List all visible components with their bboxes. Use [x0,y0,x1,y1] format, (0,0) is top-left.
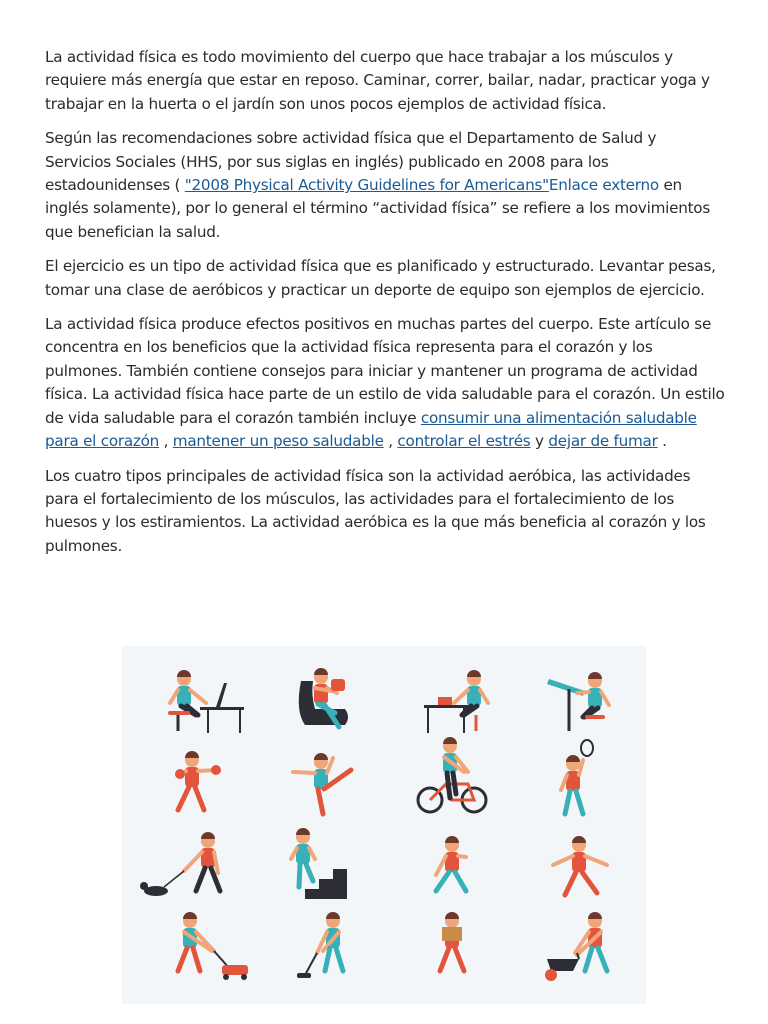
yoga-pose-icon [293,753,351,814]
paragraph-recommendations [45,127,725,244]
quit-smoking-link[interactable]: dejar de fumar [548,432,658,451]
paragraph-benefits-text: La actividad física produce efectos positivos en muchas partes del cuerpo. Este artículo se concentra en los beneficios que la actividad física representa para el corazón y los pulmones. También contiene consejos para iniciar y mantener un programa de actividad física. La actividad física hace parte de un estilo de vida saludable para el corazón. Un estilo de vida saludable para el corazón también incluye [45,315,725,427]
vacuuming-icon [297,912,343,978]
paragraph-end: . [657,432,667,451]
runner-icon [436,836,466,891]
person-at-computer-icon [168,670,244,733]
paragraph-recommendations-text-end: en inglés solamente), por lo general el término “actividad física” se refiere a los movimientos que benefician la salud. [45,176,711,241]
wheelbarrow-icon [545,912,607,981]
separator-2: , [383,432,398,451]
stair-climber-icon [291,828,347,899]
paragraph-definition: La actividad física es todo movimiento del cuerpo que hace trabajar a los músculos y requiere más energía que estar en reposo. Caminar, correr, bailar, nadar, practicar yoga y trabajar en la huerta o el jardín son unos pocos ejemplos de actividad física. [45,48,710,113]
activity-illustration-grid [122,646,646,1004]
paragraph-exercise: El ejercicio es un tipo de actividad física que es planificado y estructurado. Levantar pesas, tomar una clase de aeróbicos y practicar un deporte de equipo son ejemplos de ejercicio. [45,257,716,299]
paragraph-benefits [45,313,725,453]
tennis-player-icon [561,740,593,814]
healthy-eating-link[interactable]: consumir una alimentación saludable para el corazón [45,408,697,451]
separator-1: , [159,432,173,451]
person-at-drafting-table-icon [547,672,609,731]
cyclist-icon [418,737,486,812]
paragraph-recommendations-text: Según las recomendaciones sobre actividad física que el Departamento de Salud y Servicios Sociales (HHS, por sus siglas en inglés) publicado en 2008 para los estadounidenses ( [45,129,657,195]
box-carrier-icon [440,912,464,971]
boxer-icon [175,751,221,810]
dog-walker-icon [140,832,220,896]
external-link-label[interactable]: Enlace externo [548,176,659,195]
lawn-mower-icon [178,912,248,980]
person-at-desk-icon [424,670,488,733]
paragraph-types: Los cuatro tipos principales de actividad física son la actividad aeróbica, las actividades para el fortalecimiento de los músculos, las actividades para el fortalecimiento de los huesos y los estiramientos. La actividad aeróbica es la que más beneficia al corazón y los pulmones. [45,466,706,555]
dancer-icon [553,836,607,895]
separator-3: y [530,432,549,451]
guidelines-link[interactable]: "2008 Physical Activity Guidelines for Americans" [184,176,549,195]
activity-illustrations-svg [122,646,646,1004]
person-in-armchair-icon [299,668,348,727]
stress-control-link[interactable]: controlar el estrés [397,432,531,451]
article-body [45,46,725,569]
healthy-weight-link[interactable]: mantener un peso saludable [172,432,384,451]
